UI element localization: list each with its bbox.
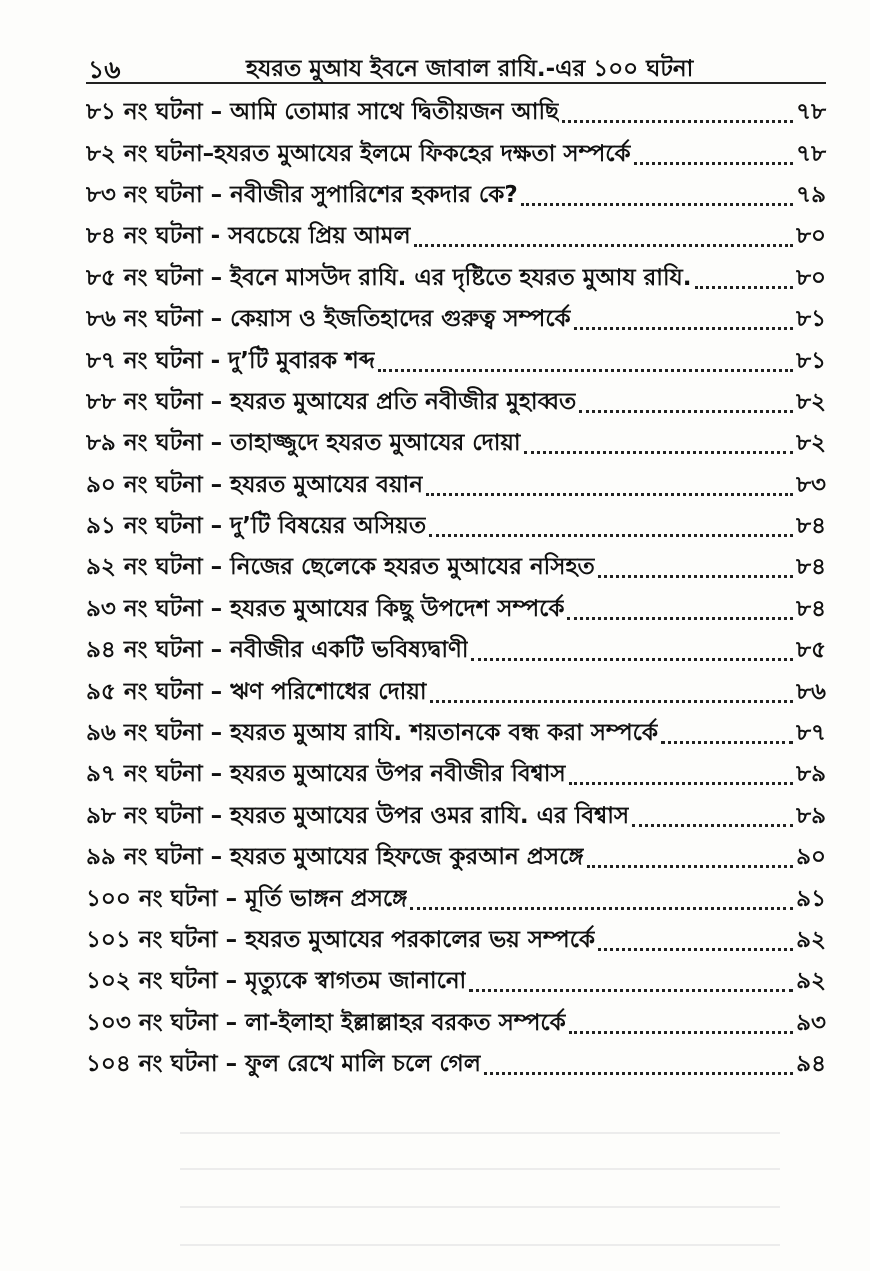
toc-entry [86, 175, 826, 216]
toc-entry [86, 547, 826, 588]
toc-entry [86, 920, 826, 961]
show-through-line [180, 1244, 780, 1246]
toc-entry-page: ৯২ [796, 968, 826, 995]
toc-entry-page: ৯২ [796, 927, 826, 953]
dot-leader [469, 989, 793, 992]
dot-leader [429, 534, 793, 537]
toc-entry [86, 92, 826, 133]
dot-leader [587, 865, 794, 868]
toc-entry-page: ৭৮ [796, 140, 826, 167]
toc-entry-title: ৮১ নং ঘটনা – আমি তোমার সাথে দ্বিতীয়জন আছি [86, 99, 559, 126]
show-through-line [180, 1132, 780, 1134]
page-number: ১৬ [88, 55, 121, 84]
toc-entry [86, 796, 826, 837]
toc-entry [86, 299, 826, 340]
page-header [86, 44, 826, 84]
toc-entry-page: ৮৪ [796, 513, 826, 540]
running-title: হযরত মুআয ইবনে জাবাল রাযি.-এর ১০০ ঘটনা [246, 56, 694, 82]
toc-entry-page: ৯১ [796, 885, 826, 912]
toc-entry-page: ৮১ [796, 306, 826, 333]
toc-entry [86, 837, 826, 878]
toc-entry-page: ৮২ [796, 388, 826, 415]
toc-entry-page: ৭৮ [796, 99, 826, 126]
toc-entry-title: ৯৩ নং ঘটনা – হযরত মুআযের কিছু উপদেশ সম্পর্কে [86, 595, 565, 622]
show-through-line [180, 1168, 780, 1170]
dot-leader [567, 617, 793, 620]
toc-entry-page: ৯৩ [796, 1009, 826, 1036]
table-of-contents [86, 92, 826, 1085]
toc-entry-title: ৮৬ নং ঘটনা – কেয়াস ও ইজতিহাদের গুরুত্ব সম্পর্কে [86, 306, 571, 333]
toc-entry-title: ৮৮ নং ঘটনা – হযরত মুআযের প্রতি নবীজীর মুহাব্বত [86, 388, 577, 415]
toc-entry-title: ৮২ নং ঘটনা–হযরত মুআযের ইলমে ফিকহের দক্ষতা সম্পর্কে [86, 140, 631, 167]
dot-leader [661, 741, 793, 744]
toc-entry [86, 465, 826, 506]
toc-entry [86, 423, 826, 464]
toc-entry-page: ৮৪ [796, 595, 826, 622]
toc-entry [86, 589, 826, 630]
toc-entry [86, 506, 826, 547]
toc-entry [86, 1044, 826, 1085]
toc-entry [86, 1003, 826, 1044]
toc-entry-page: ৮৯ [796, 761, 826, 788]
toc-entry-page: ৮৩ [796, 471, 826, 498]
toc-entry-title: ৯২ নং ঘটনা – নিজের ছেলেকে হযরত মুআযের নসিহত [86, 554, 595, 581]
toc-entry-title: ১০২ নং ঘটনা – মৃত্যুকে স্বাগতম জানানো [86, 968, 467, 995]
toc-entry-page: ৯৪ [796, 1051, 826, 1078]
toc-entry-page: ৮৪ [796, 554, 826, 581]
dot-leader [569, 782, 793, 785]
toc-entry-title: ৮৩ নং ঘটনা – নবীজীর সুপারিশের হকদার কে? [86, 181, 518, 208]
dot-leader [426, 493, 793, 496]
toc-entry-title: ৯৫ নং ঘটনা – ঋণ পরিশোধের দোয়া [86, 678, 427, 705]
toc-entry-page: ৮৫ [796, 637, 826, 664]
dot-leader [430, 700, 794, 703]
toc-entry-title: ৯৬ নং ঘটনা – হযরত মুআয রাযি. শয়তানকে বন্ধ করা সম্পর্কে [86, 720, 658, 747]
toc-entry-title: ৯১ নং ঘটনা – দু’টি বিষয়ের অসিয়ত [86, 513, 427, 540]
toc-entry [86, 133, 826, 174]
toc-entry-title: ৮৯ নং ঘটনা – তাহাজ্জুদে হযরত মুআযের দোয়া [86, 430, 521, 457]
toc-entry-title: ১০৩ নং ঘটনা – লা-ইলাহা ইল্লাল্লাহর বরকত সম্পর্কে [86, 1009, 566, 1036]
toc-entry [86, 382, 826, 423]
dot-leader [471, 658, 793, 661]
toc-entry-title: ৮৭ নং ঘটনা - দু’টি মুবারক শব্দ [86, 347, 375, 374]
toc-entry-title: ৯৭ নং ঘটনা – হযরত মুআযের উপর নবীজীর বিশ্বাস [86, 761, 566, 788]
toc-entry-title: ৮৫ নং ঘটনা – ইবনে মাসউদ রাযি. এর দৃষ্টিতে হযরত মুআয রাযি. [86, 264, 692, 291]
show-through-line [180, 1206, 780, 1208]
dot-leader [598, 575, 793, 578]
dot-leader [632, 824, 793, 827]
toc-entry-title: ৯৪ নং ঘটনা – নবীজীর একটি ভবিষ্যদ্বাণী [86, 637, 469, 664]
toc-entry-title: ৯৮ নং ঘটনা – হযরত মুআযের উপর ওমর রাযি. এর বিশ্বাস [86, 802, 630, 829]
toc-entry-page: ৮৭ [796, 720, 826, 747]
toc-entry-title: ৯০ নং ঘটনা – হযরত মুআযের বয়ান [86, 471, 423, 498]
dot-leader [524, 451, 794, 454]
toc-entry-title: ৯৯ নং ঘটনা – হযরত মুআযের হিফজে কুরআন প্রসঙ্গে [86, 844, 584, 871]
dot-leader [598, 948, 793, 951]
toc-entry-page: ৮০ [796, 223, 826, 250]
toc-entry-page: ৮২ [796, 430, 826, 457]
dot-leader [634, 162, 794, 165]
dot-leader [378, 369, 793, 372]
toc-entry [86, 630, 826, 671]
toc-entry [86, 216, 826, 257]
dot-leader [410, 907, 793, 910]
dot-leader [484, 1072, 793, 1075]
toc-entry-title: ১০০ নং ঘটনা – মূর্তি ভাঙ্গন প্রসঙ্গে [86, 885, 408, 912]
toc-entry [86, 961, 826, 1002]
toc-entry [86, 878, 826, 919]
toc-entry-title: ৮৪ নং ঘটনা - সবচেয়ে প্রিয় আমল [86, 223, 411, 250]
toc-entry-page: ৯০ [796, 844, 826, 871]
toc-entry [86, 258, 826, 299]
toc-entry-page: ৮৬ [796, 678, 826, 705]
toc-entry-page: ৭৯ [796, 181, 826, 208]
toc-entry-page: ৮০ [796, 264, 826, 291]
toc-entry-title: ১০৪ নং ঘটনা – ফুল রেখে মালি চলে গেল [86, 1051, 481, 1078]
toc-entry [86, 671, 826, 712]
toc-entry-page: ৮৯ [796, 802, 826, 829]
toc-entry [86, 754, 826, 795]
dot-leader [579, 410, 793, 413]
toc-entry-title: ১০১ নং ঘটনা – হযরত মুআযের পরকালের ভয় সম্পর্কে [86, 927, 596, 953]
dot-leader [695, 286, 794, 289]
dot-leader [574, 327, 793, 330]
dot-leader [414, 244, 793, 247]
dot-leader [562, 120, 793, 123]
toc-entry [86, 340, 826, 381]
toc-entry [86, 713, 826, 754]
dot-leader [521, 203, 793, 206]
dot-leader [569, 1031, 793, 1034]
toc-entry-page: ৮১ [796, 347, 826, 374]
